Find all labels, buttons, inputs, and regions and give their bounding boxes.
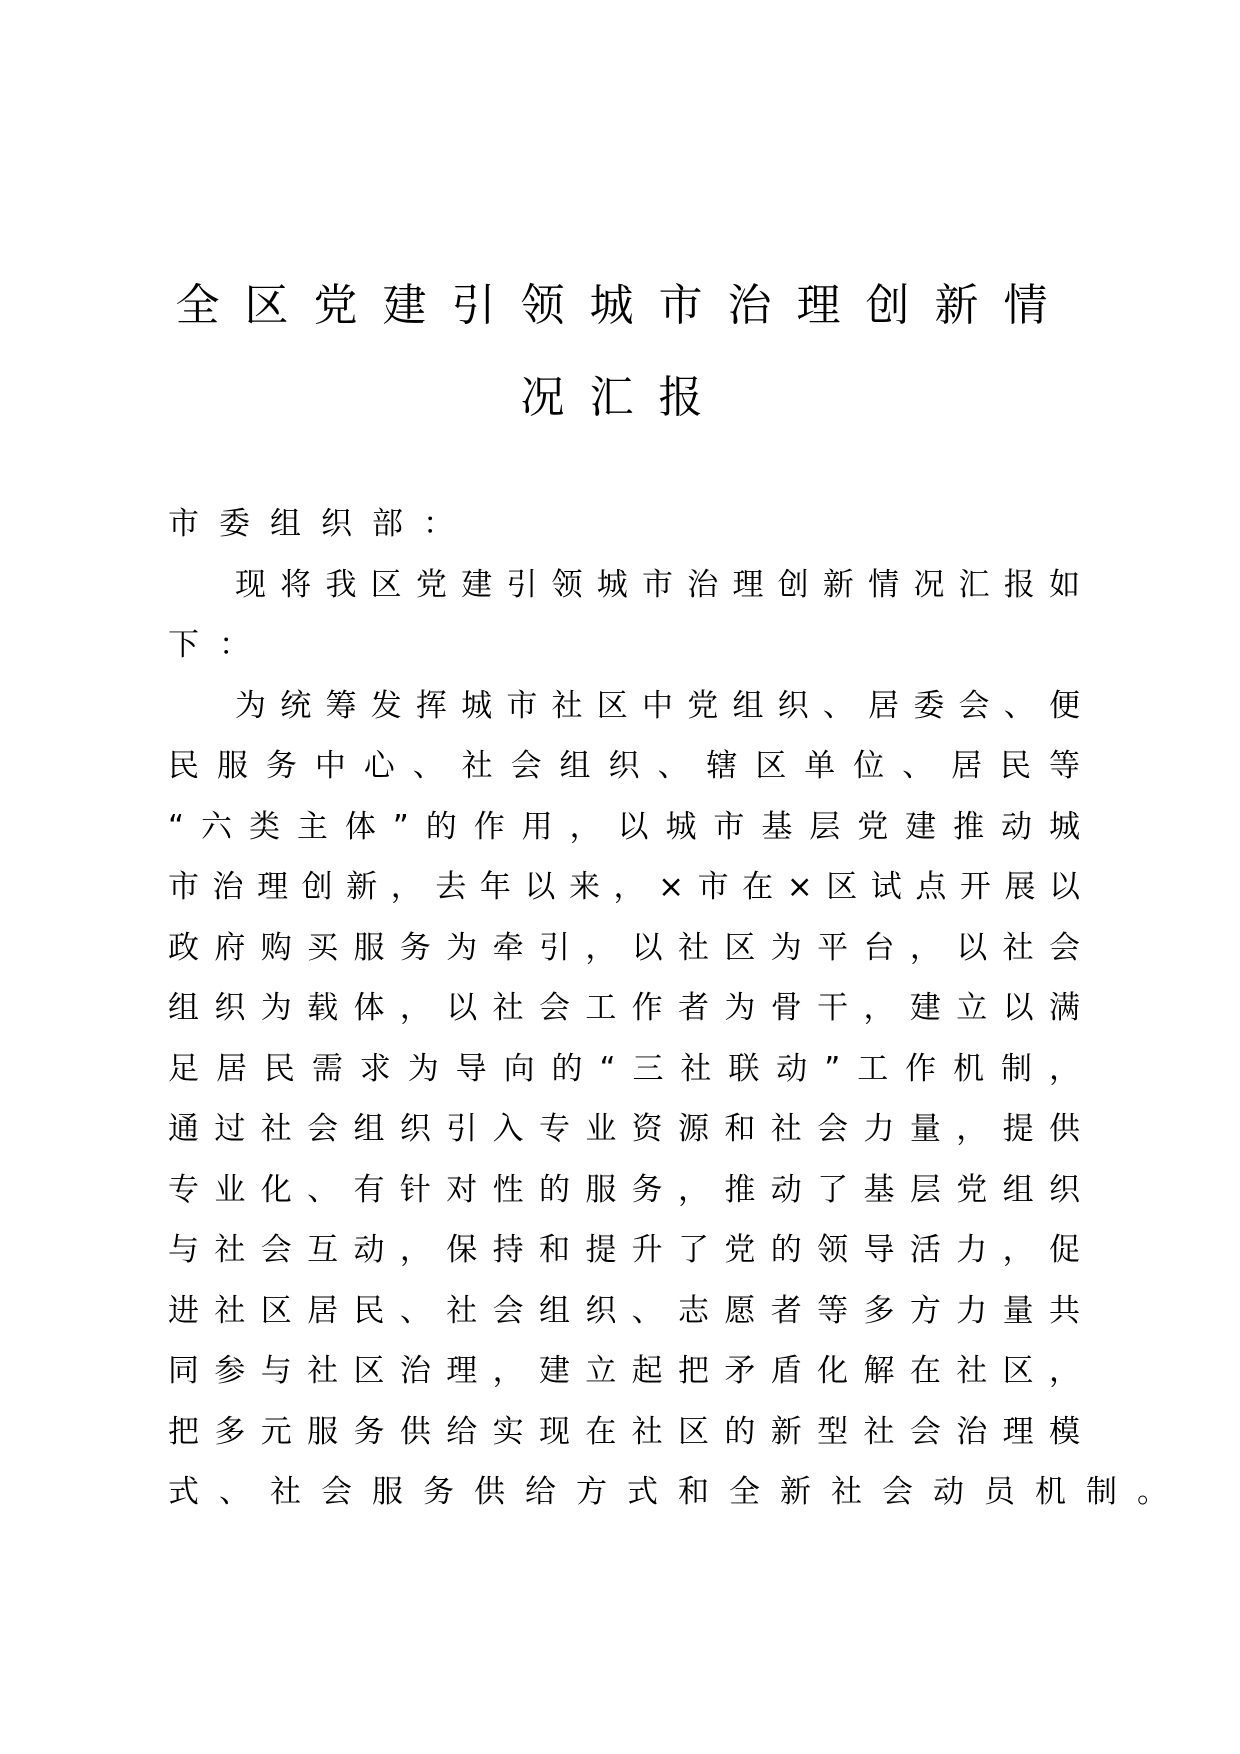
paragraph-2-line-8: 通过社会组织引入专业资源和社会力量，提供 — [168, 1111, 1080, 1147]
document-title — [168, 260, 1080, 444]
paragraph-2-line-14: 式、社会服务供给方式和全新社会动员机制。 — [168, 1474, 1188, 1510]
paragraph-2-line-1: 为统筹发挥城市社区中党组织、居委会、便 — [235, 687, 1080, 724]
paragraph-2-line-5: 政府购买服务为牵引，以社区为平台，以社会 — [168, 929, 1080, 966]
title-line-1: 全区党建引领城市治理创新情 — [175, 280, 1073, 331]
paragraph-1-line-1: 现将我区党建引领城市治理创新情况汇报如 — [235, 566, 1080, 603]
paragraph-2-line-10: 与社会互动，保持和提升了党的领导活力，促 — [168, 1232, 1080, 1268]
salutation: 市委组织部： — [168, 506, 474, 542]
paragraph-2-line-9: 专业化、有针对性的服务，推动了基层党组织 — [168, 1171, 1080, 1208]
paragraph-2-line-13: 把多元服务供给实现在社区的新型社会治理模 — [168, 1413, 1080, 1450]
paragraph-2-line-7: 足居民需求为导向的“三社联动”工作机制， — [168, 1050, 1080, 1087]
paragraph-2-line-3: “六类主体”的作用，以城市基层党建推动城 — [168, 808, 1080, 845]
paragraph-2-line-12: 同参与社区治理，建立起把矛盾化解在社区， — [168, 1353, 1080, 1389]
paragraph-2-line-11: 进社区居民、社会组织、志愿者等多方力量共 — [168, 1292, 1080, 1329]
document-body — [168, 494, 1188, 1523]
paragraph-2-line-6: 组织为载体，以社会工作者为骨干，建立以满 — [168, 990, 1080, 1026]
paragraph-2-line-4: 市治理创新，去年以来，×市在×区试点开展以 — [168, 869, 1080, 905]
title-line-2: 况汇报 — [520, 372, 728, 423]
paragraph-2-line-2: 民服务中心、社会组织、辖区单位、居民等 — [168, 748, 1080, 784]
paragraph-1-line-2: 下： — [168, 627, 270, 663]
